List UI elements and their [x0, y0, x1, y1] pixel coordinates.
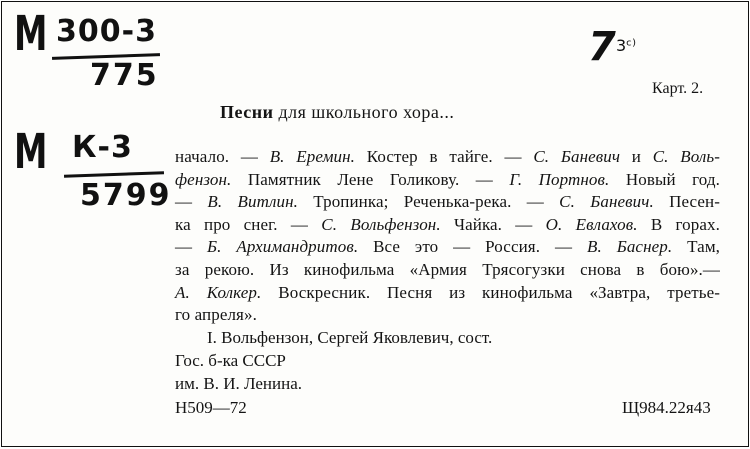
contents-text: го апреля».: [175, 305, 257, 325]
author-name: С. Воль-: [652, 147, 720, 166]
handwritten-number-top-right: 7: [588, 24, 616, 70]
library-line-2: им. В. И. Ленина.: [175, 374, 303, 393]
card-title-bold: Песни: [220, 102, 274, 122]
author-name: Б. Архимандритов.: [207, 237, 359, 257]
contents-line: [175, 169, 720, 192]
contents-text: Памятник Лене Голикову. —: [231, 169, 510, 189]
author-name: В. Баснер.: [586, 237, 673, 257]
contents-paragraph: [175, 146, 720, 327]
contents-text: —: [175, 237, 208, 257]
contents-text: —: [175, 192, 208, 212]
handwritten-mark-letter-2: М: [14, 124, 48, 180]
contents-text: Костер в тайге. —: [355, 147, 534, 166]
handwritten-mark-denominator-1: 775: [90, 58, 159, 93]
contents-line: [175, 282, 720, 305]
fraction-line-2: [64, 171, 164, 177]
contents-text: Чайка. —: [440, 214, 546, 234]
card-title: [220, 102, 454, 123]
contents-line: [175, 191, 720, 214]
handwritten-number-top-right-small: 3ᶜ⁾: [616, 36, 637, 55]
contents-text: Новый год.: [609, 169, 720, 189]
catalog-code-left: Н509—72: [175, 398, 247, 417]
contents-line: [175, 214, 720, 237]
contributor-line: I. Вольфензон, Сергей Яковлевич, сост.: [207, 328, 493, 347]
contents-text: Все это — Россия. —: [358, 237, 587, 257]
contents-text: начало. —: [175, 147, 270, 166]
author-name: А. Колкер.: [175, 282, 262, 302]
author-name: В. Витлин.: [207, 192, 298, 212]
contents-line: [175, 236, 720, 259]
handwritten-mark-denominator-2: 5799: [80, 178, 172, 213]
catalog-card: [1, 1, 749, 447]
contents-text: Песен-: [653, 192, 720, 212]
handwritten-mark-numerator-1: 300-3: [56, 14, 157, 49]
contents-text: Там,: [672, 237, 721, 257]
contents-text: ка про снег. —: [175, 214, 322, 234]
catalog-code-right: Щ984.22я43: [622, 398, 711, 417]
handwritten-mark-numerator-2: К-3: [72, 130, 133, 165]
author-name: фензон.: [175, 169, 232, 189]
card-number: Карт. 2.: [652, 80, 704, 97]
contents-text: В горах.: [637, 214, 720, 234]
author-name: Г. Портнов.: [509, 169, 610, 189]
contents-line: [175, 259, 720, 282]
contents-text: Воскресник. Песня из кинофильма «Завтра, третье-: [261, 282, 720, 302]
author-name: С. Вольфензон.: [321, 214, 441, 234]
contents-line: [175, 146, 720, 169]
contents-text: Тропинка; Реченька-река. —: [297, 192, 560, 212]
author-name: О. Евлахов.: [545, 214, 638, 234]
library-line-1: Гос. б-ка СССР: [175, 351, 286, 370]
author-name: С. Баневич.: [559, 192, 654, 212]
card-title-rest: для школьного хора...: [273, 102, 455, 122]
handwritten-mark-letter-1: М: [14, 6, 48, 62]
author-name: В. Еремин.: [269, 147, 356, 166]
contents-line: [175, 304, 720, 327]
author-name: С. Баневич: [533, 147, 621, 166]
contents-text: за рекою. Из кинофильма «Армия Трясогузки снова в бою».—: [175, 259, 720, 279]
contents-text: и: [620, 147, 653, 166]
